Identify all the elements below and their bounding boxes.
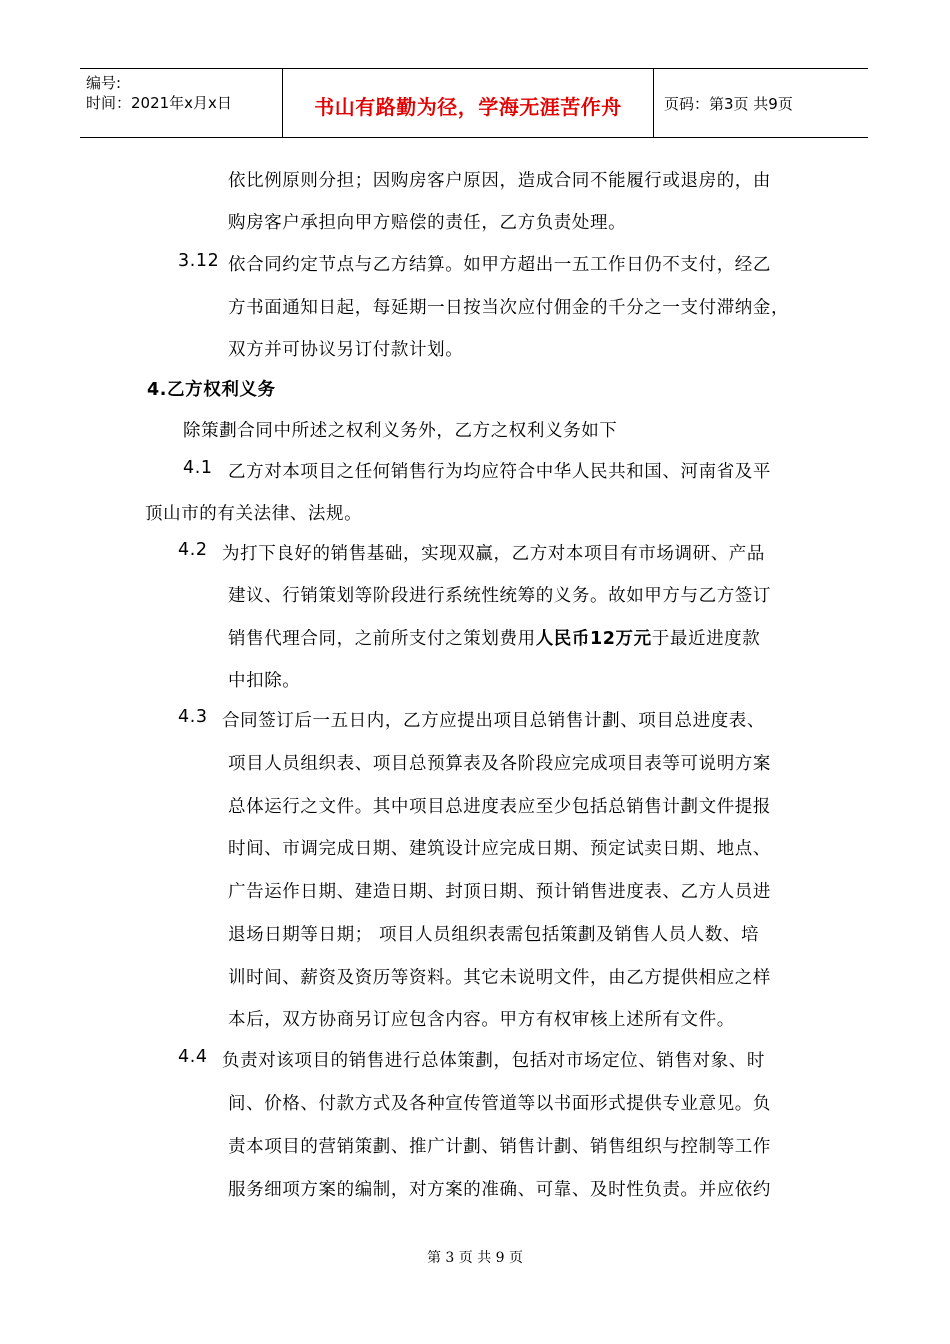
text-line: 顶山市的有关法律、法规。 [145,504,363,524]
clause-number: 4.2 [178,540,208,560]
text-segment: 于最近进度款 [651,629,761,649]
text-line: 依合同约定节点与乙方结算。如甲方超出一五工作日仍不支付，经乙 [228,255,771,275]
header-motto: 书山有路勤为径，学海无涯苦作舟 [314,95,622,119]
text-line: 建议、行销策划等阶段进行系统性统筹的义务。故如甲方与乙方签订 [228,586,771,606]
text-line: 方书面通知日起，每延期一日按当次应付佣金的千分之一支付滞纳金， [228,298,790,318]
header-meta [86,73,232,113]
clause-number: 3.12 [178,251,220,271]
text-line: 训时间、薪资及资历等资料。其它未说明文件，由乙方提供相应之样 [228,968,771,988]
text-line: 本后，双方协商另订应包含内容。甲方有权审核上述所有文件。 [228,1010,735,1030]
header-page-number: 页码：第3页 共9页 [664,95,793,113]
code-label: 编号: [86,74,122,92]
text-line: 为打下良好的销售基础，实现双赢，乙方对本项目有市场调研、产品 [222,544,765,564]
clause-number: 4.3 [178,707,208,727]
text-line: 广告运作日期、建造日期、封顶日期、预计销售进度表、乙方人员进 [228,882,771,902]
page-header [80,68,868,138]
text-line: 负责对该项目的销售进行总体策劃，包括对市场定位、销售对象、时 [222,1051,765,1071]
clause-number: 4.1 [183,458,213,478]
text-line: 中扣除。 [228,671,301,691]
text-line: 退场日期等日期； 项目人员组织表需包括策劃及销售人员人数、培 [228,925,760,945]
text-line: 合同签订后一五日内，乙方应提出项目总销售计劃、项目总进度表、 [222,711,765,731]
text-line: 依比例原则分担；因购房客户原因，造成合同不能履行或退房的，由 [228,171,771,191]
text-line: 服务细项方案的编制，对方案的准确、可靠、及时性负责。并应依约 [228,1180,771,1200]
text-line: 除策劃合同中所述之权利义务外，乙方之权利义务如下 [183,421,618,441]
text-line: 项目人员组织表、项目总预算表及各阶段应完成项目表等可说明方案 [228,754,771,774]
text-line: 总体运行之文件。其中项目总进度表应至少包括总销售计劃文件提报 [228,797,771,817]
page-footer: 第 3 页 共 9 页 [426,1250,524,1266]
time-label: 时间：2021年x月x日 [86,94,232,112]
text-line: 购房客户承担向甲方赔偿的责任，乙方负责处理。 [228,213,627,233]
fee-amount: 人民币12万元 [535,629,652,649]
text-line: 间、价格、付款方式及各种宣传管道等以书面形式提供专业意见。负 [228,1094,771,1114]
clause-number: 4.4 [178,1047,208,1067]
text-segment: 销售代理合同，之前所支付之策划费用 [228,629,536,649]
section-heading: 4.乙方权利义务 [147,380,276,400]
text-line: 时间、市调完成日期、建筑设计应完成日期、预定试卖日期、地点、 [228,839,771,859]
text-line: 双方并可协议另订付款计划。 [228,340,464,360]
header-divider [653,69,654,137]
text-line: 责本项目的营销策劃、推广计劃、销售计劃、销售组织与控制等工作 [228,1137,771,1157]
text-line [228,625,760,650]
text-line: 乙方对本项目之任何销售行为均应符合中华人民共和国、河南省及平 [228,462,771,482]
